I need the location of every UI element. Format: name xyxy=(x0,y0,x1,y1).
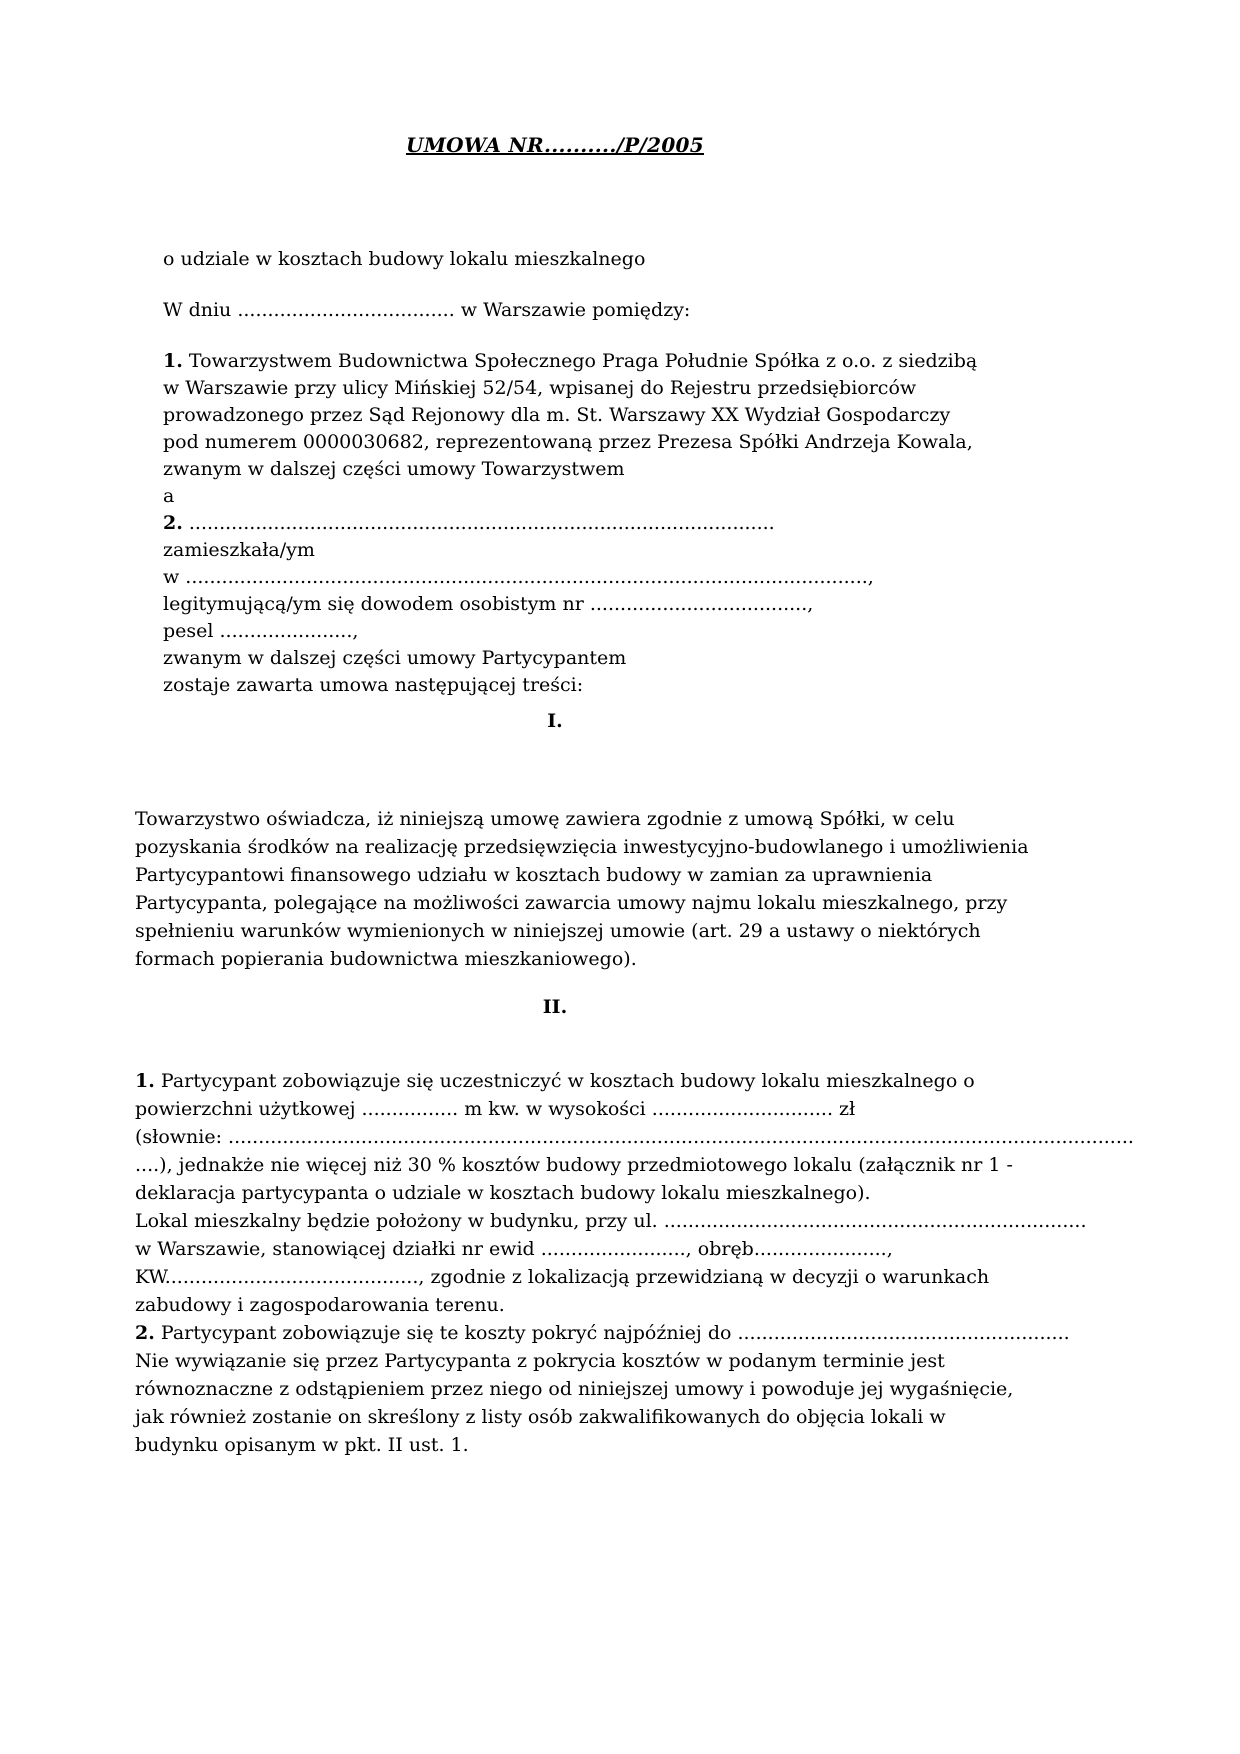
line-text: zamieszkała/ym xyxy=(163,539,315,561)
line-text: (słownie: ...................................................................................................................................................... xyxy=(135,1126,1134,1148)
body-line xyxy=(135,1291,1240,1319)
section-heading-row xyxy=(135,707,975,735)
party-line xyxy=(163,564,1240,591)
party-line xyxy=(163,537,1240,564)
party-line xyxy=(163,456,1240,483)
body-line xyxy=(135,1067,1240,1095)
bold-marker: 1. xyxy=(135,1070,155,1092)
party-line xyxy=(163,483,1240,510)
line-text: zabudowy i zagospodarowania terenu. xyxy=(135,1294,505,1316)
line-text: pesel ......................, xyxy=(163,620,359,642)
body-line: pozyskania środków na realizację przedsięwzięcia inwestycyjno-budowlanego i umożliwienia xyxy=(135,836,1029,858)
body-line xyxy=(135,1431,1240,1459)
line-text: pod numerem 0000030682, reprezentowaną przez Prezesa Spółki Andrzeja Kowala, xyxy=(163,431,973,453)
body-line: Towarzystwo oświadcza, iż niniejszą umowę zawiera zgodnie z umową Spółki, w celu xyxy=(135,808,955,830)
section-heading-I: I. xyxy=(547,710,563,732)
title-row xyxy=(135,130,975,160)
section-II-body xyxy=(135,1067,1240,1459)
body-line xyxy=(135,1263,1240,1291)
parties-paragraph xyxy=(163,348,1240,699)
line-text: zostaje zawarta umowa następującej treści: xyxy=(163,674,584,696)
line-text: powierzchni użytkowej ................ m kw. w wysokości .............................. zł xyxy=(135,1098,856,1120)
date-line: W dniu .................................... w Warszawie pomiędzy: xyxy=(163,299,691,321)
line-text: ................................................................................................. xyxy=(182,512,775,534)
body-line xyxy=(135,1375,1240,1403)
body-line xyxy=(135,1319,1240,1347)
body-line xyxy=(135,1403,1240,1431)
party-line xyxy=(163,402,1240,429)
document-title: UMOWA NR........../P/2005 xyxy=(405,133,704,157)
line-text: Towarzystwem Budownictwa Społecznego Praga Południe Spółka z o.o. z siedzibą xyxy=(182,350,978,372)
party-line xyxy=(163,375,1240,402)
line-text: KW.........................................., zgodnie z lokalizacją przewidzianą w decyzji o warunkach xyxy=(135,1266,990,1288)
party-line xyxy=(163,429,1240,456)
body-line xyxy=(135,1347,1240,1375)
body-line xyxy=(135,1235,1240,1263)
section-heading-row xyxy=(135,993,975,1021)
body-line: Partycypantowi finansowego udziału w kosztach budowy w zamian za uprawnienia xyxy=(135,864,933,886)
line-text: Nie wywiązanie się przez Partycypanta z pokrycia kosztów w podanym terminie jest xyxy=(135,1350,945,1372)
line-text: a xyxy=(163,485,175,507)
party-line xyxy=(163,645,1240,672)
line-text: jak również zostanie on skreślony z listy osób zakwalifikowanych do objęcia lokali w xyxy=(135,1406,946,1428)
body-line xyxy=(135,1095,1240,1123)
line-text: zwanym w dalszej części umowy Towarzystwem xyxy=(163,458,625,480)
line-text: budynku opisanym w pkt. II ust. 1. xyxy=(135,1434,469,1456)
line-text: Lokal mieszkalny będzie położony w budynku, przy ul. ...................................................................... xyxy=(135,1210,1087,1232)
intro-section xyxy=(163,245,1240,699)
line-text: zwanym w dalszej części umowy Partycypantem xyxy=(163,647,627,669)
line-text: Partycypant zobowiązuje się uczestniczyć w kosztach budowy lokalu mieszkalnego o xyxy=(154,1070,975,1092)
line-text: w Warszawie, stanowiącej działki nr ewid ........................, obręb......................, xyxy=(135,1238,893,1260)
body-line xyxy=(135,1179,1240,1207)
party-line xyxy=(163,510,1240,537)
line-text: deklaracja partycypanta o udziale w kosztach budowy lokalu mieszkalnego). xyxy=(135,1182,871,1204)
body-line: formach popierania budownictwa mieszkaniowego). xyxy=(135,948,637,970)
line-text: w ................................................................................................................., xyxy=(163,566,874,588)
line-text: w Warszawie przy ulicy Mińskiej 52/54, wpisanej do Rejestru przedsiębiorców xyxy=(163,377,917,399)
line-text: ....), jednakże nie więcej niż 30 % kosztów budowy przedmiotowego lokalu (załącznik nr 1 - xyxy=(135,1154,1013,1176)
body-line: Partycypanta, polegające na możliwości zawarcia umowy najmu lokalu mieszkalnego, przy xyxy=(135,892,1008,914)
body-line: spełnieniu warunków wymienionych w niniejszej umowie (art. 29 a ustawy o niektórych xyxy=(135,920,981,942)
section-heading-II: II. xyxy=(542,996,568,1018)
line-text: równoznaczne z odstąpieniem przez niego od niniejszej umowy i powoduje jej wygaśnięcie, xyxy=(135,1378,1014,1400)
line-text: prowadzonego przez Sąd Rejonowy dla m. St. Warszawy XX Wydział Gospodarczy xyxy=(163,404,951,426)
section-I-body xyxy=(135,805,1240,973)
party-line xyxy=(163,672,1240,699)
line-text: Partycypant zobowiązuje się te koszty pokryć najpóźniej do ....................................................... xyxy=(154,1322,1070,1344)
body-line xyxy=(135,1207,1240,1235)
bold-marker: 2. xyxy=(163,512,183,534)
body-line xyxy=(135,1123,1240,1151)
bold-marker: 2. xyxy=(135,1322,155,1344)
contract-subject-line: o udziale w kosztach budowy lokalu mieszkalnego xyxy=(163,248,646,270)
line-text: legitymującą/ym się dowodem osobistym nr ...................................., xyxy=(163,593,814,615)
party-line xyxy=(163,348,1240,375)
bold-marker: 1. xyxy=(163,350,183,372)
party-line xyxy=(163,591,1240,618)
party-line xyxy=(163,618,1240,645)
body-line xyxy=(135,1151,1240,1179)
